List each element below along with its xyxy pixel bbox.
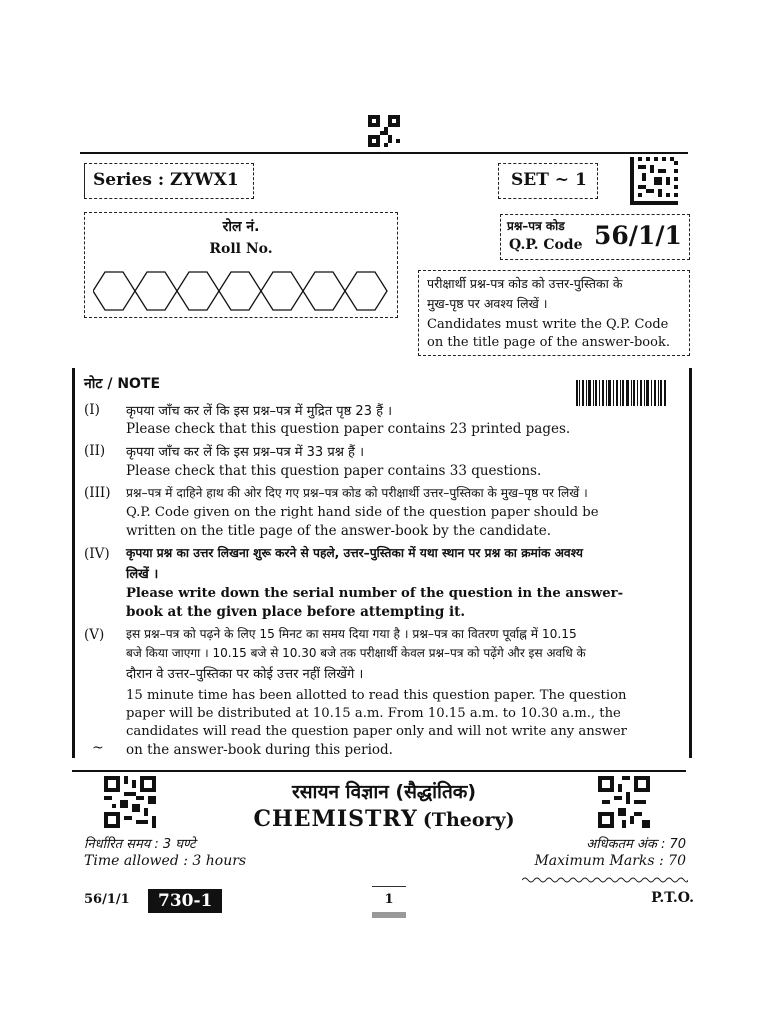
note-item-4-number: (IV) bbox=[84, 546, 110, 562]
roll-label-hi: रोल नं. bbox=[222, 219, 260, 235]
note-item-3-en-1: Q.P. Code given on the right hand side of the question paper should be bbox=[126, 505, 599, 520]
page-number-top-rule bbox=[372, 886, 406, 887]
set-label: SET ~ 1 bbox=[511, 170, 587, 190]
instruction-hi-2: मुख-पृष्ठ पर अवश्य लिखें । bbox=[427, 296, 548, 311]
roll-number-hex-cells[interactable] bbox=[93, 271, 393, 311]
note-item-2-number: (II) bbox=[84, 443, 106, 459]
footer-box-code: 730-1 bbox=[148, 889, 222, 913]
page-number: 1 bbox=[384, 892, 394, 907]
note-item-4-hi-2: लिखें । bbox=[126, 567, 159, 582]
set-box bbox=[498, 163, 598, 199]
max-marks-hi: अधिकतम अंक : 70 bbox=[586, 837, 686, 852]
qp-code-label-hi: प्रश्न–पत्र कोड bbox=[507, 219, 565, 233]
note-item-4-en-2: book at the given place before attempting it. bbox=[126, 604, 466, 620]
note-item-5-en-3: candidates will read the question paper only and will not write any answer bbox=[126, 724, 627, 739]
qp-code-box bbox=[500, 214, 690, 260]
note-item-1-en: Please check that this question paper contains 23 printed pages. bbox=[126, 421, 571, 437]
time-allowed-en: Time allowed : 3 hours bbox=[84, 853, 247, 869]
subject-hi: रसायन विज्ञान (सैद्धांतिक) bbox=[291, 781, 477, 803]
time-allowed-hi: निर्धारित समय : 3 घण्टे bbox=[84, 837, 196, 852]
note-item-3-number: (III) bbox=[84, 485, 111, 501]
qp-instruction-box bbox=[418, 270, 690, 356]
series-label: Series : ZYWX1 bbox=[93, 170, 239, 190]
note-item-5-en-4: on the answer-book during this period. bbox=[126, 742, 393, 758]
instruction-en-2: on the title page of the answer-book. bbox=[427, 335, 670, 350]
series-box bbox=[84, 163, 254, 199]
note-title: नोट / NOTE bbox=[84, 376, 161, 392]
subject-en-sub: (Theory) bbox=[422, 809, 515, 831]
barcode-icon bbox=[576, 380, 666, 406]
max-marks-en: Maximum Marks : 70 bbox=[534, 853, 686, 869]
note-item-1-number: (I) bbox=[84, 402, 100, 418]
note-bottom-rule bbox=[72, 770, 686, 772]
note-item-5-hi-3: दौरान वे उत्तर–पुस्तिका पर कोई उत्तर नहीं लिखेंगे । bbox=[126, 667, 364, 682]
instruction-hi-1: परीक्षार्थी प्रश्न-पत्र कोड को उत्तर-पुस्तिका के bbox=[427, 276, 623, 291]
page-number-bar bbox=[372, 912, 406, 918]
top-qr-icon bbox=[368, 115, 400, 147]
top-rule bbox=[80, 152, 688, 154]
note-item-2-en: Please check that this question paper contains 33 questions. bbox=[126, 463, 542, 479]
note-item-5-hi-2: बजे किया जाएगा । 10.15 बजे से 10.30 बजे तक परीक्षार्थी केवल प्रश्न–पत्र को पढ़ेंगे और इस अवधि के bbox=[126, 646, 586, 660]
note-item-3-en-2: written on the title page of the answer-book by the candidate. bbox=[126, 523, 552, 539]
roll-number-box bbox=[84, 212, 398, 318]
note-item-1-hi: कृपया जाँच कर लें कि इस प्रश्न–पत्र में मुद्रित पृष्ठ 23 हैं । bbox=[126, 404, 393, 419]
footer-code: 56/1/1 bbox=[84, 892, 130, 907]
datamatrix-icon bbox=[630, 157, 678, 205]
note-item-5-en-1: 15 minute time has been allotted to read this question paper. The question bbox=[126, 688, 627, 703]
note-item-5-hi-1: इस प्रश्न–पत्र को पढ़ने के लिए 15 मिनट का समय दिया गया है । प्रश्न–पत्र का वितरण पूर्वाह्न में 10.15 bbox=[126, 627, 577, 641]
qp-code-label-en: Q.P. Code bbox=[509, 237, 583, 253]
pto-label: P.T.O. bbox=[651, 890, 694, 906]
wavy-divider bbox=[522, 876, 688, 884]
qp-code-value: 56/1/1 bbox=[594, 221, 682, 250]
subject-en-main: CHEMISTRY bbox=[253, 806, 418, 832]
note-item-4-hi-1: कृपया प्रश्न का उत्तर लिखना शुरू करने से पहले, उत्तर–पुस्तिका में यथा स्थान पर प्रश्न का क्रमांक अवश्य bbox=[126, 546, 583, 560]
note-item-5-number: (V) bbox=[84, 627, 105, 643]
tilde-mark: ~ bbox=[92, 740, 104, 756]
note-item-4-en-1: Please write down the serial number of the question in the answer- bbox=[126, 586, 624, 601]
note-item-5-en-2: paper will be distributed at 10.15 a.m. From 10.15 a.m. to 10.30 a.m., the bbox=[126, 706, 621, 721]
note-item-3-hi: प्रश्न–पत्र में दाहिने हाथ की ओर दिए गए प्रश्न–पत्र कोड को परीक्षार्थी उत्तर–पुस्तिका के मुख–पृष्ठ पर लिखें । bbox=[126, 486, 588, 500]
instruction-en-1: Candidates must write the Q.P. Code bbox=[427, 317, 669, 332]
note-item-2-hi: कृपया जाँच कर लें कि इस प्रश्न–पत्र में 33 प्रश्न हैं । bbox=[126, 445, 365, 460]
subject-en bbox=[0, 806, 768, 832]
roll-label-en: Roll No. bbox=[209, 241, 273, 257]
